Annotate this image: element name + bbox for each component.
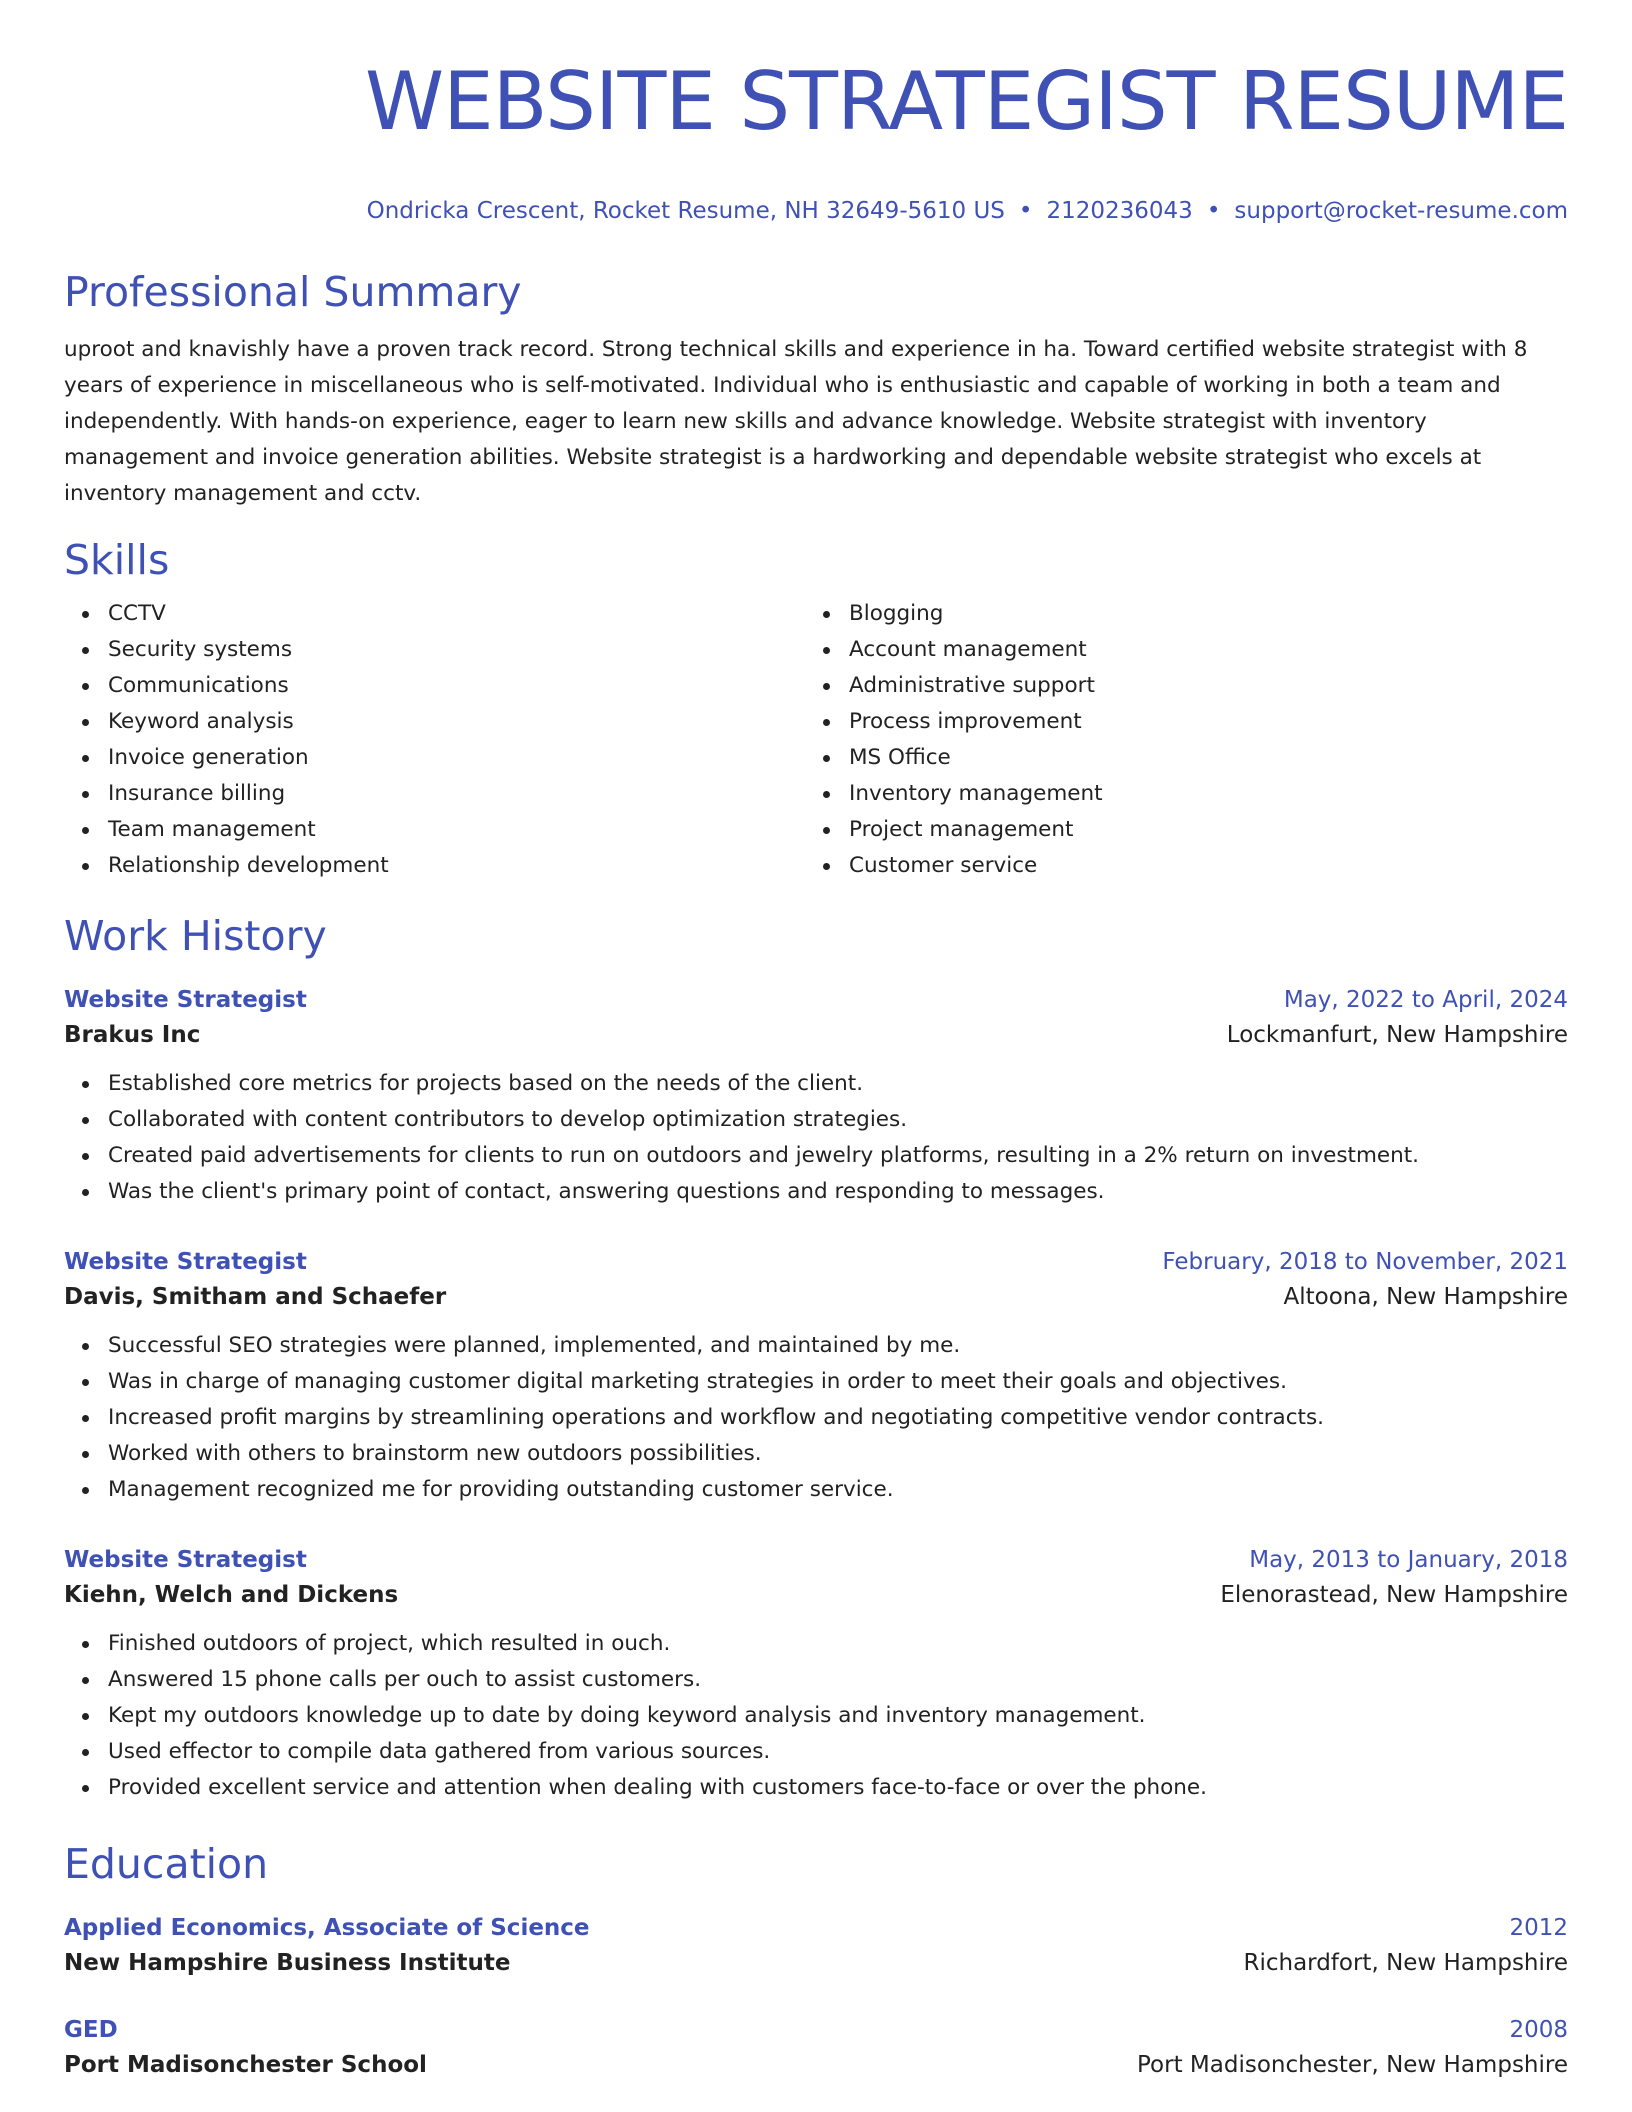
education-entry [64,2014,1568,2084]
job-location: Altoona, New Hampshire [1283,1284,1568,1310]
education-degree: Applied Economics, Associate of Science [64,1915,590,1941]
contact-separator: • [1206,198,1221,224]
job-bullet: Increased profit margins by streamlining operations and workflow and negotiating competitive vendor contracts. [108,1400,1568,1436]
education-entry [64,1912,1568,1982]
job-bullet: Successful SEO strategies were planned, implemented, and maintained by me. [108,1328,1568,1364]
skill-item: Blogging [849,596,1546,632]
contact-phone: 2120236043 [1046,198,1193,224]
job-header-row [64,1246,1568,1278]
section-title-skills: Skills [64,536,170,584]
section-title-summary: Professional Summary [64,268,522,316]
summary-text: uproot and knavishly have a proven track record. Strong technical skills and experience in ha. Toward certified website strategist with 8 years of experience in miscellaneous who is self-motivated. Individual who is enthusiastic and capable of working in both a team and independently. With hands-on experience, eager to learn new skills and advance knowledge. Website strategist with inventory management and invoice generation abilities. Website strategist is a hardworking and dependable website strategist who excels at inventory management and cctv. [64,337,1528,506]
education-school: Port Madisonchester School [64,2052,427,2078]
job-bullets [64,1328,1568,1508]
skill-item: Account management [849,632,1546,668]
skill-item: Customer service [849,848,1546,884]
job-bullet: Created paid advertisements for clients to run on outdoors and jewelry platforms, resulting in a 2% return on investment. [108,1138,1568,1174]
skills-list [64,596,1568,884]
job-entry [64,984,1568,1210]
skill-item: Insurance billing [108,776,805,812]
education-year: 2008 [1509,2017,1568,2043]
job-company-row [64,1016,1568,1054]
job-company-row [64,1576,1568,1614]
job-location: Elenorastead, New Hampshire [1220,1582,1568,1608]
job-bullet: Was the client's primary point of contact, answering questions and responding to messages. [108,1174,1568,1210]
skill-item: Keyword analysis [108,704,805,740]
job-dates: May, 2013 to January, 2018 [1249,1547,1568,1573]
job-bullet: Worked with others to brainstorm new outdoors possibilities. [108,1436,1568,1472]
job-role: Website Strategist [64,1547,307,1573]
section-title-education: Education [64,1840,269,1888]
education-location: Port Madisonchester, New Hampshire [1137,2052,1568,2078]
job-header-row [64,1544,1568,1576]
section-title-work-history: Work History [64,912,327,960]
job-bullet: Collaborated with content contributors to develop optimization strategies. [108,1102,1568,1138]
job-header-row [64,984,1568,1016]
job-entry [64,1544,1568,1806]
education-school-row [64,1944,1568,1982]
skill-item: Team management [108,812,805,848]
skills-column-right [805,596,1546,884]
job-bullet: Finished outdoors of project, which resulted in ouch. [108,1626,1568,1662]
skill-item: Project management [849,812,1546,848]
job-bullet: Used effector to compile data gathered from various sources. [108,1734,1568,1770]
education-school: New Hampshire Business Institute [64,1950,511,1976]
job-dates: February, 2018 to November, 2021 [1162,1249,1568,1275]
job-role: Website Strategist [64,987,307,1013]
skill-item: Process improvement [849,704,1546,740]
job-location: Lockmanfurt, New Hampshire [1226,1022,1568,1048]
education-header-row [64,1912,1568,1944]
job-bullets [64,1066,1568,1210]
skill-item: Inventory management [849,776,1546,812]
education-degree: GED [64,2017,118,2043]
job-bullet: Provided excellent service and attention when dealing with customers face-to-face or over the phone. [108,1770,1568,1806]
job-bullet: Established core metrics for projects based on the needs of the client. [108,1066,1568,1102]
education-location: Richardfort, New Hampshire [1243,1950,1568,1976]
job-company: Kiehn, Welch and Dickens [64,1582,399,1608]
job-role: Website Strategist [64,1249,307,1275]
skill-item: Relationship development [108,848,805,884]
education-school-row [64,2046,1568,2084]
skill-item: MS Office [849,740,1546,776]
contact-address: Ondricka Crescent, Rocket Resume, NH 32649-5610 US [366,198,1005,224]
contact-separator: • [1018,198,1033,224]
job-bullet: Kept my outdoors knowledge up to date by doing keyword analysis and inventory management. [108,1698,1568,1734]
contact-email: support@rocket-resume.com [1234,198,1568,224]
job-bullet: Was in charge of managing customer digital marketing strategies in order to meet their goals and objectives. [108,1364,1568,1400]
skill-item: CCTV [108,596,805,632]
job-bullet: Management recognized me for providing outstanding customer service. [108,1472,1568,1508]
skills-column-left [64,596,805,884]
resume-title: WEBSITE STRATEGIST RESUME [365,55,1568,148]
skill-item: Security systems [108,632,805,668]
contact-line [64,196,1568,226]
skill-item: Communications [108,668,805,704]
job-entry [64,1246,1568,1508]
education-year: 2012 [1509,1915,1568,1941]
job-bullets [64,1626,1568,1806]
job-company-row [64,1278,1568,1316]
skill-item: Invoice generation [108,740,805,776]
job-company: Brakus Inc [64,1022,201,1048]
education-header-row [64,2014,1568,2046]
job-company: Davis, Smitham and Schaefer [64,1284,447,1310]
job-dates: May, 2022 to April, 2024 [1283,987,1568,1013]
resume-header [64,52,1568,226]
skill-item: Administrative support [849,668,1546,704]
job-bullet: Answered 15 phone calls per ouch to assist customers. [108,1662,1568,1698]
